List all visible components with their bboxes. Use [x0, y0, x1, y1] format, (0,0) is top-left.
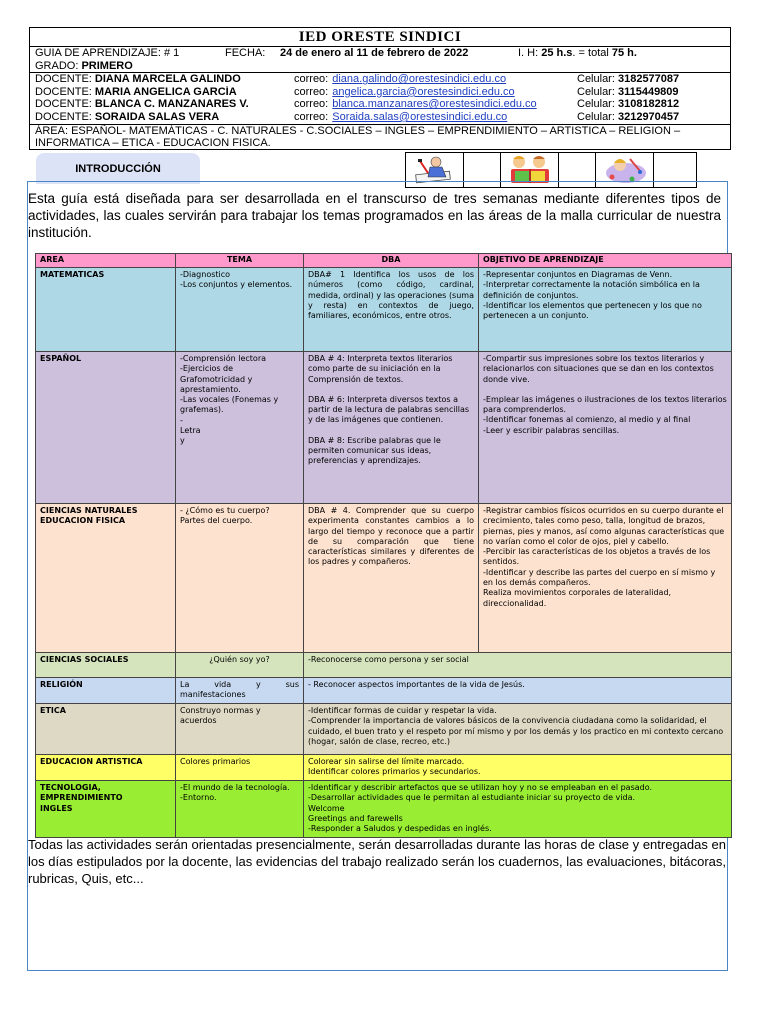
- guide-info-row: [30, 47, 730, 60]
- objective-cell: -Registrar cambios físicos ocurridos en su cuerpo durante el crecimiento, tales como peso, talla, longitud de brazos, piernas, pies y manos, así como algunas características que no varían como el color de ojos, piel y cabello. -Percibir las características de los objetos a través de los sentidos. -Identificar y describe las partes del cuerpo en sí mismo y en los demás compañeros. Realiza movimientos corporales de lateralidad, direccionalidad.: [479, 504, 732, 653]
- teacher-label: DOCENTE:: [35, 110, 92, 123]
- column-header-dba: DBA: [304, 254, 479, 268]
- column-header-tema: TEMA: [176, 254, 304, 268]
- teacher-email-link[interactable]: blanca.manzanares@orestesindici.edu.co: [332, 98, 537, 111]
- table-row: [36, 678, 732, 704]
- tema-cell: - ¿Cómo es tu cuerpo? Partes del cuerpo.: [176, 504, 304, 653]
- table-row: [36, 352, 732, 504]
- dba-cell: DBA # 4. Comprender que su cuerpo experimenta constantes cambios a lo largo del tiempo y reconoce que a partir de su comparación que tiene características similares y diferentes de los padres y compañeros.: [304, 504, 479, 653]
- grade-row: [30, 60, 730, 73]
- teacher-label: DOCENTE:: [35, 73, 92, 86]
- objective-cell: -Compartir sus impresiones sobre los textos literarios y relacionarlos con situaciones que se dan en los contextos donde vive. -Emplear las imágenes o ilustraciones de los textos literarios para comprenderlos. -Identificar fonemas al comienzo, al medio y al final -Leer y escribir palabras sencillas.: [479, 352, 732, 504]
- objective-cell: - Reconocer aspectos importantes de la vida de Jesús.: [304, 678, 732, 704]
- teacher-name: DIANA MARCELA GALINDO: [94, 73, 241, 86]
- date-label: FECHA:: [225, 47, 266, 59]
- area-cell: EDUCACION ARTISTICA: [36, 755, 176, 781]
- teacher-row: [30, 111, 730, 124]
- teacher-row: [30, 86, 730, 99]
- phone-label: Celular:: [577, 98, 615, 111]
- phone-label: Celular:: [577, 85, 615, 98]
- phone-label: Celular:: [577, 110, 615, 123]
- objective-cell: -Reconocerse como persona y ser social: [304, 653, 732, 678]
- objective-cell: -Identificar formas de cuidar y respetar la vida. -Comprender la importancia de valores básicos de la convivencia ciudadana como la solidaridad, el cuidado, el buen trato y el respeto por mí mismo y por los demás y los practico en mi contexto cercano (hogar, salón de clase, recreo, etc.): [304, 704, 732, 755]
- table-header-row: [36, 254, 732, 268]
- phone-label: Celular:: [577, 73, 615, 86]
- area-cell: ESPAÑOL: [36, 352, 176, 504]
- hours-value: 25 h.s: [541, 47, 573, 59]
- objective-cell: Colorear sin salirse del límite marcado. Identificar colores primarios y secundarios.: [304, 755, 732, 781]
- school-name: IED ORESTE SINDICI: [30, 28, 730, 47]
- tema-cell: -El mundo de la tecnología. -Entorno.: [176, 781, 304, 838]
- objective-cell: -Identificar y describir artefactos que se utilizan hoy y no se empleaban en el pasado. -Desarrollar actividades que le permitan al estudiante iniciar su proyecto de vida. Welcome Greetings and farewells -Responder a Saludos y despedidas en inglés.: [304, 781, 732, 838]
- table-row: [36, 704, 732, 755]
- tema-cell: ¿Quién soy yo?: [176, 653, 304, 678]
- total-label: . = total: [572, 47, 609, 59]
- curriculum-table: [35, 253, 732, 838]
- table-row: [36, 268, 732, 352]
- teacher-email-link[interactable]: Soraida.salas@orestesindici.edu.co: [332, 110, 508, 123]
- teacher-phone: 3115449809: [617, 85, 679, 98]
- teacher-name: SORAIDA SALAS VERA: [94, 110, 220, 123]
- teacher-name: BLANCA C. MANZANARES V.: [94, 98, 249, 111]
- closing-paragraph: Todas las actividades serán orientadas presencialmente, serán desarrolladas durante las horas de clase y entregadas en los días estipulados por la docente, las evidencias del trabajo realizado serán los cuadernos, las evaluaciones, bitácoras, rubricas, Quis, etc...: [28, 837, 726, 886]
- teacher-row: [30, 73, 730, 86]
- table-row: [36, 653, 732, 678]
- tema-cell: -Comprensión lectora -Ejercicios de Grafomotricidad y aprestamiento. -Las vocales (Fonemas y grafemas). - Letra y: [176, 352, 304, 504]
- area-cell: TECNOLOGIA, EMPRENDIMIENTO INGLES: [36, 781, 176, 838]
- area-cell: MATEMATICAS: [36, 268, 176, 352]
- area-cell: CIENCIAS SOCIALES: [36, 653, 176, 678]
- teacher-label: DOCENTE:: [35, 98, 92, 111]
- subject-areas: ÁREA: ESPAÑOL- MATEMÁTICAS - C. NATURALES - C.SOCIALES – INGLES – EMPRENDIMIENTO – ARTISTICA – RELIGION – INFORMATICA – ETICA - EDUCACION FISICA.: [35, 124, 681, 149]
- email-label: correo:: [294, 110, 329, 123]
- dba-cell: DBA # 4: Interpreta textos literarios como parte de su iniciación en la Comprensión de textos. DBA # 6: Interpreta diversos textos a partir de la lectura de palabras sencillas y de las imágenes que contienen. DBA # 8: Escribe palabras que le permiten comunicar sus ideas, preferencias y aprendizajes.: [304, 352, 479, 504]
- guide-number: GUIA DE APRENDIZAJE: # 1: [35, 47, 180, 59]
- email-label: correo:: [294, 98, 329, 111]
- tema-cell: Construyo normas y acuerdos: [176, 704, 304, 755]
- grade-value: PRIMERO: [81, 59, 133, 72]
- date-range: 24 de enero al 11 de febrero de 2022: [280, 47, 469, 59]
- area-cell: CIENCIAS NATURALES EDUCACION FISICA: [36, 504, 176, 653]
- area-cell: RELIGIÓN: [36, 678, 176, 704]
- grade-label: GRADO:: [35, 59, 79, 72]
- teacher-email-link[interactable]: diana.galindo@orestesindici.edu.co: [332, 73, 507, 86]
- teacher-name: MARIA ANGELICA GARCÍA: [94, 85, 237, 98]
- area-cell: ETICA: [36, 704, 176, 755]
- intro-paragraph: Esta guía está diseñada para ser desarrollada en el transcurso de tres semanas mediante diferentes tipos de actividades, las cuales servirán para trabajar los temas programados en las áreas de la malla curricular de nuestra institución.: [28, 191, 721, 240]
- teacher-row: [30, 98, 730, 111]
- table-row: [36, 755, 732, 781]
- hours-label: I. H:: [518, 47, 539, 59]
- total-value: 75 h.: [611, 47, 637, 59]
- table-row: [36, 504, 732, 653]
- tema-cell: Colores primarios: [176, 755, 304, 781]
- intro-tab: INTRODUCCIÓN: [36, 153, 200, 184]
- tema-cell: La vida y sus manifestaciones: [176, 678, 304, 704]
- table-row: [36, 781, 732, 838]
- objective-cell: -Representar conjuntos en Diagramas de Venn. -Interpretar correctamente la notación simbólica en la definición de conjuntos. -Identificar los elementos que pertenecen y los que no pertenecen a un conjunto.: [479, 268, 732, 352]
- teacher-email-link[interactable]: angelica.garcia@orestesindici.edu.co: [332, 85, 515, 98]
- email-label: correo:: [294, 85, 329, 98]
- dba-cell: DBA# 1 Identifica los usos de los números (como código, cardinal, medida, ordinal) y las operaciones (suma y resta) en contextos de juego, familiares, económicos, entre otros.: [304, 268, 479, 352]
- tema-cell: -Diagnostico -Los conjuntos y elementos.: [176, 268, 304, 352]
- email-label: correo:: [294, 73, 329, 86]
- teacher-label: DOCENTE:: [35, 85, 92, 98]
- teacher-phone: 3212970457: [617, 110, 680, 123]
- column-header-area: AREA: [36, 254, 176, 268]
- guide-header: [29, 27, 731, 150]
- teacher-phone: 3108182812: [617, 98, 680, 111]
- column-header-objetivo: OBJETIVO DE APRENDIZAJE: [479, 254, 732, 268]
- teacher-phone: 3182577087: [617, 73, 680, 86]
